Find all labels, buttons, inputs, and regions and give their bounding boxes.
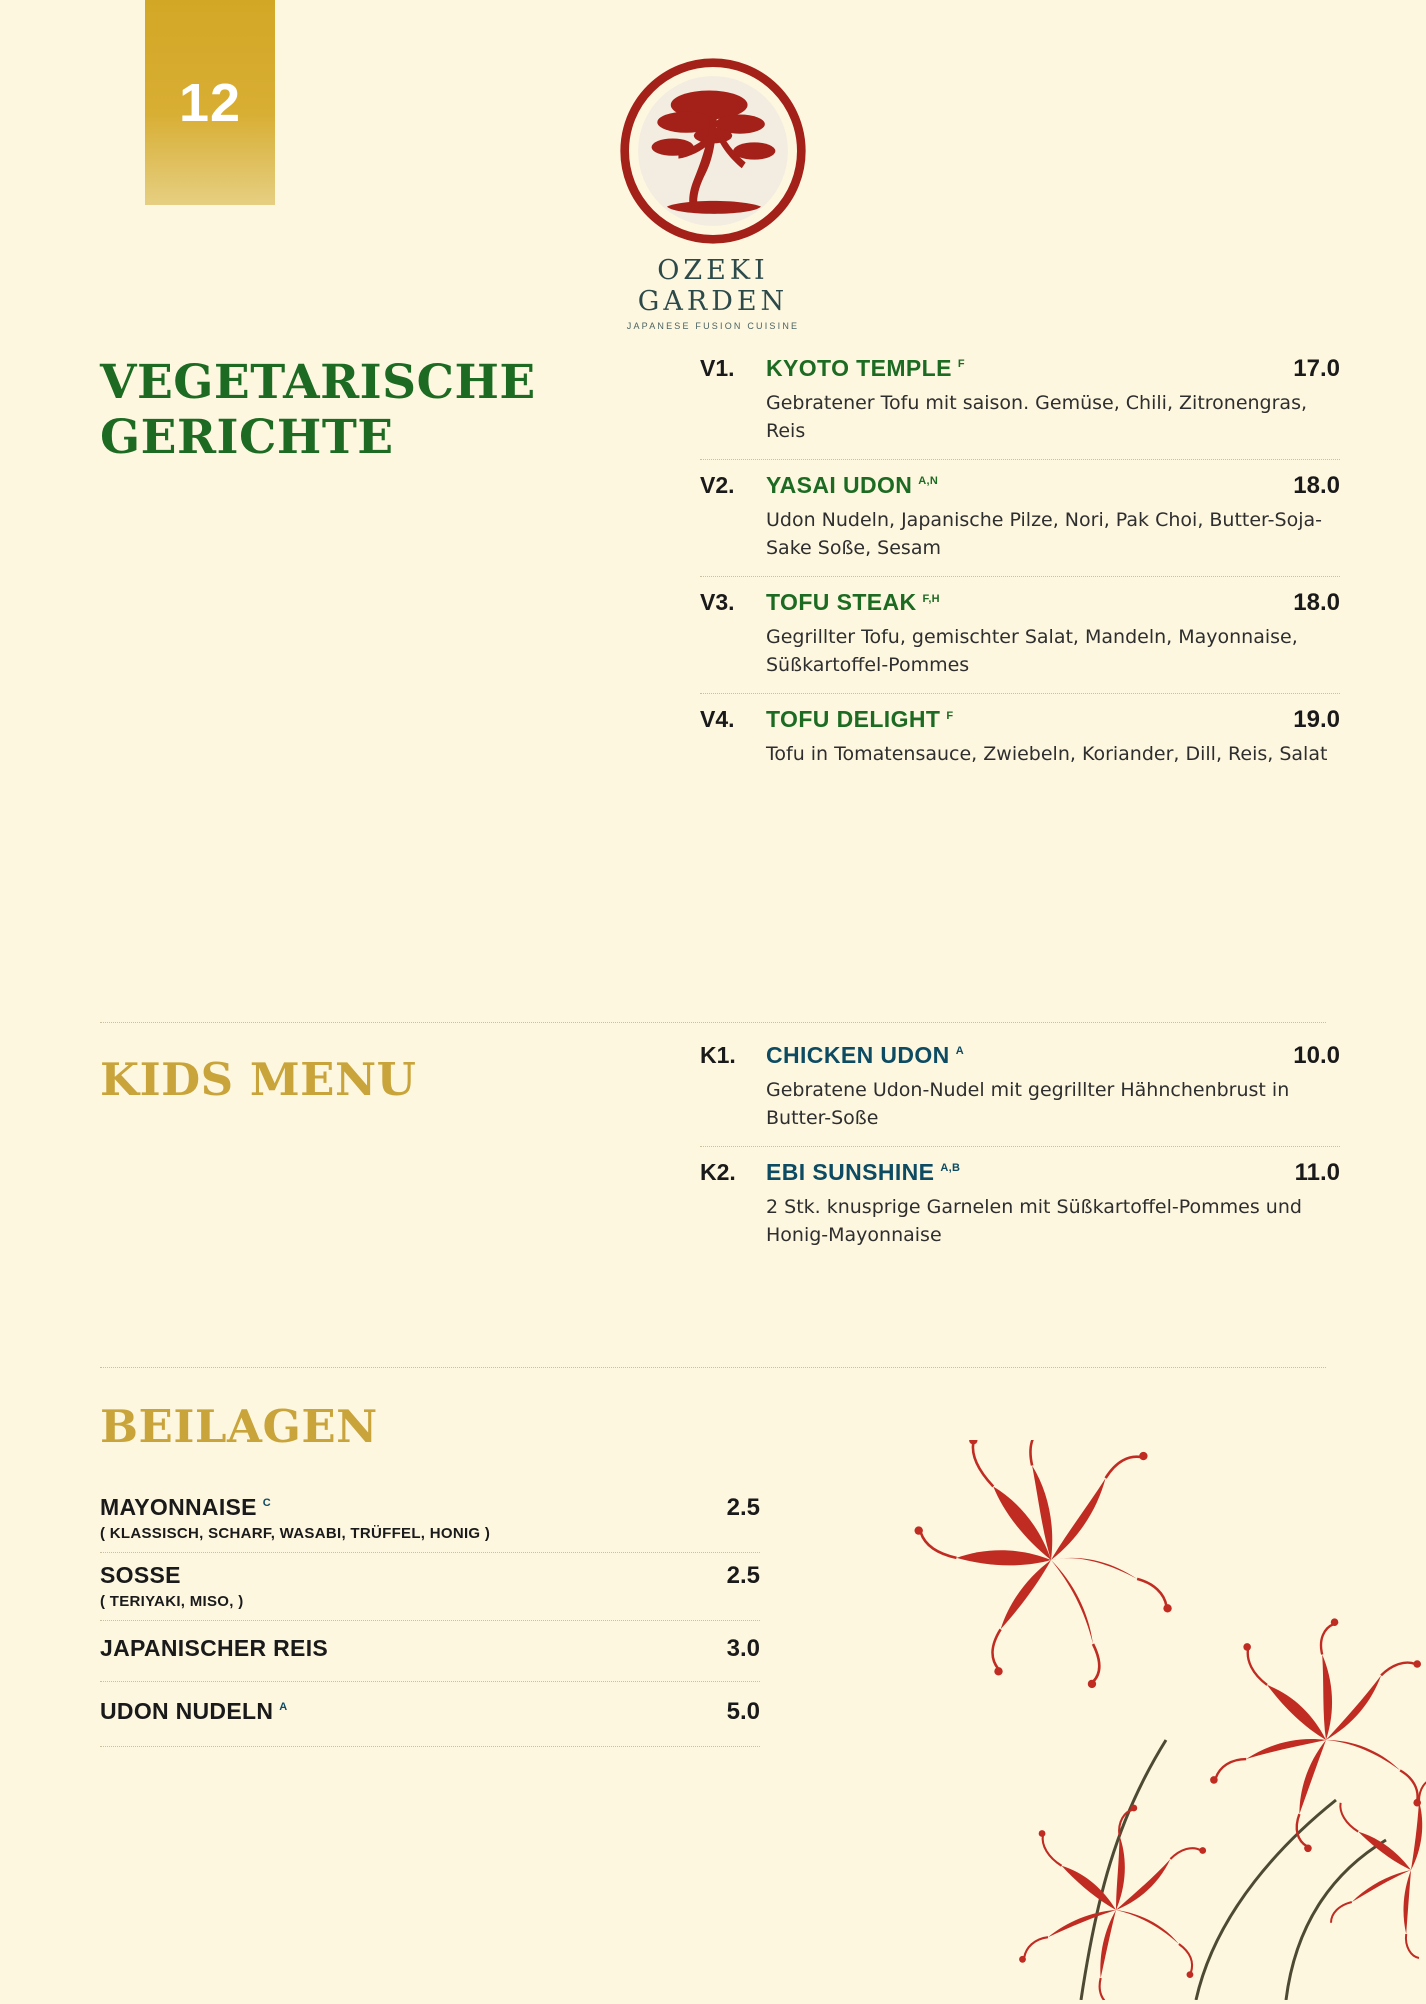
item-name: CHICKEN UDON xyxy=(766,1042,950,1068)
item-title xyxy=(766,589,1250,616)
side-dish-price: 5.0 xyxy=(726,1698,760,1725)
item-price: 19.0 xyxy=(1293,706,1340,734)
side-dish-row xyxy=(100,1621,760,1682)
side-dish-label: SOSSE xyxy=(100,1562,181,1588)
side-dish-allergens: C xyxy=(262,1497,272,1510)
item-code: V4. xyxy=(700,706,735,733)
page-number: 12 xyxy=(178,72,242,133)
menu-item xyxy=(700,1159,1340,1263)
side-dish-price: 2.5 xyxy=(726,1494,760,1521)
item-description: Udon Nudeln, Japanische Pilze, Nori, Pak Choi, Butter-Soja-Sake Soße, Sesam xyxy=(766,509,1322,559)
item-price: 18.0 xyxy=(1293,472,1340,500)
bonsai-tree-icon xyxy=(617,55,809,247)
side-dish-row xyxy=(100,1682,760,1747)
side-dish-price: 3.0 xyxy=(726,1635,760,1662)
item-description: Gebratener Tofu mit saison. Gemüse, Chili, Zitronengras, Reis xyxy=(766,392,1308,442)
side-dish-price: 2.5 xyxy=(726,1562,760,1589)
item-price: 11.0 xyxy=(1294,1159,1340,1187)
side-dish-label: UDON NUDELN xyxy=(100,1698,274,1724)
item-price: 18.0 xyxy=(1293,589,1340,617)
menu-item xyxy=(700,472,1340,577)
section-title-beilagen: BEILAGEN xyxy=(100,1400,378,1453)
divider-kids xyxy=(100,1022,1326,1023)
item-allergens: A,N xyxy=(918,475,939,488)
item-allergens: F,H xyxy=(922,592,940,605)
item-code: V1. xyxy=(700,355,735,381)
spider-lily-illustration xyxy=(866,1440,1426,2000)
item-name: EBI SUNSHINE xyxy=(766,1159,935,1186)
menu-item xyxy=(700,355,1340,460)
item-title xyxy=(766,1159,1250,1186)
item-code: K1. xyxy=(700,1042,736,1068)
item-code: V3. xyxy=(700,589,735,616)
side-dish-allergens: A xyxy=(279,1701,288,1714)
item-allergens: F xyxy=(946,709,954,722)
item-code: K2. xyxy=(700,1159,736,1186)
item-allergens: A xyxy=(955,1045,964,1058)
item-title xyxy=(766,355,1250,382)
item-description: Tofu in Tomatensauce, Zwiebeln, Koriander, Dill, Reis, Salat xyxy=(766,743,1328,766)
item-name: TOFU DELIGHT xyxy=(766,706,941,733)
item-name: TOFU STEAK xyxy=(766,589,917,616)
page-number-badge xyxy=(145,0,275,205)
side-dish-name xyxy=(100,1635,670,1662)
side-dish-list xyxy=(100,1485,760,1747)
side-dish-row xyxy=(100,1485,760,1553)
kids-item-list xyxy=(700,1042,1340,1275)
item-description: Gebratene Udon-Nudel mit gegrillter Hähnchenbrust in Butter-Soße xyxy=(766,1079,1290,1129)
menu-item xyxy=(700,1042,1340,1147)
side-dish-label: MAYONNAISE xyxy=(100,1494,257,1520)
side-dish-row xyxy=(100,1553,760,1621)
section-title-vegetarische: VEGETARISCHE GERICHTE xyxy=(100,355,536,466)
side-dish-name xyxy=(100,1698,670,1725)
item-allergens: F xyxy=(957,358,965,371)
item-description: Gegrillter Tofu, gemischter Salat, Mandeln, Mayonnaise, Süßkartoffel-Pommes xyxy=(766,626,1298,676)
item-name: YASAI UDON xyxy=(766,472,913,499)
item-title xyxy=(766,1042,1250,1069)
side-dish-name xyxy=(100,1494,670,1521)
item-title xyxy=(766,472,1250,499)
item-code: V2. xyxy=(700,472,735,499)
logo-name: OZEKI GARDEN xyxy=(637,255,789,317)
side-dish-label: JAPANISCHER REIS xyxy=(100,1635,329,1661)
item-name: KYOTO TEMPLE xyxy=(766,355,952,381)
section-title-kids-menu: KIDS MENU xyxy=(100,1053,417,1106)
restaurant-logo xyxy=(578,55,848,331)
side-dish-note: ( KLASSISCH, SCHARF, WASABI, TRÜFFEL, HONIG ) xyxy=(100,1525,491,1542)
side-dish-note: ( TERIYAKI, MISO, ) xyxy=(100,1593,244,1610)
item-description: 2 Stk. knusprige Garnelen mit Süßkartoffel-Pommes und Honig-Mayonnaise xyxy=(766,1196,1302,1246)
logo-tagline: JAPANESE FUSION CUISINE xyxy=(626,321,800,331)
menu-item xyxy=(700,706,1340,783)
item-price: 10.0 xyxy=(1293,1042,1340,1069)
item-title xyxy=(766,706,1250,733)
side-dish-name xyxy=(100,1562,670,1589)
vegetarian-item-list xyxy=(700,355,1340,795)
item-price: 17.0 xyxy=(1293,355,1340,382)
item-allergens: A,B xyxy=(940,1162,961,1175)
divider-beilagen xyxy=(100,1367,1326,1368)
menu-item xyxy=(700,589,1340,694)
